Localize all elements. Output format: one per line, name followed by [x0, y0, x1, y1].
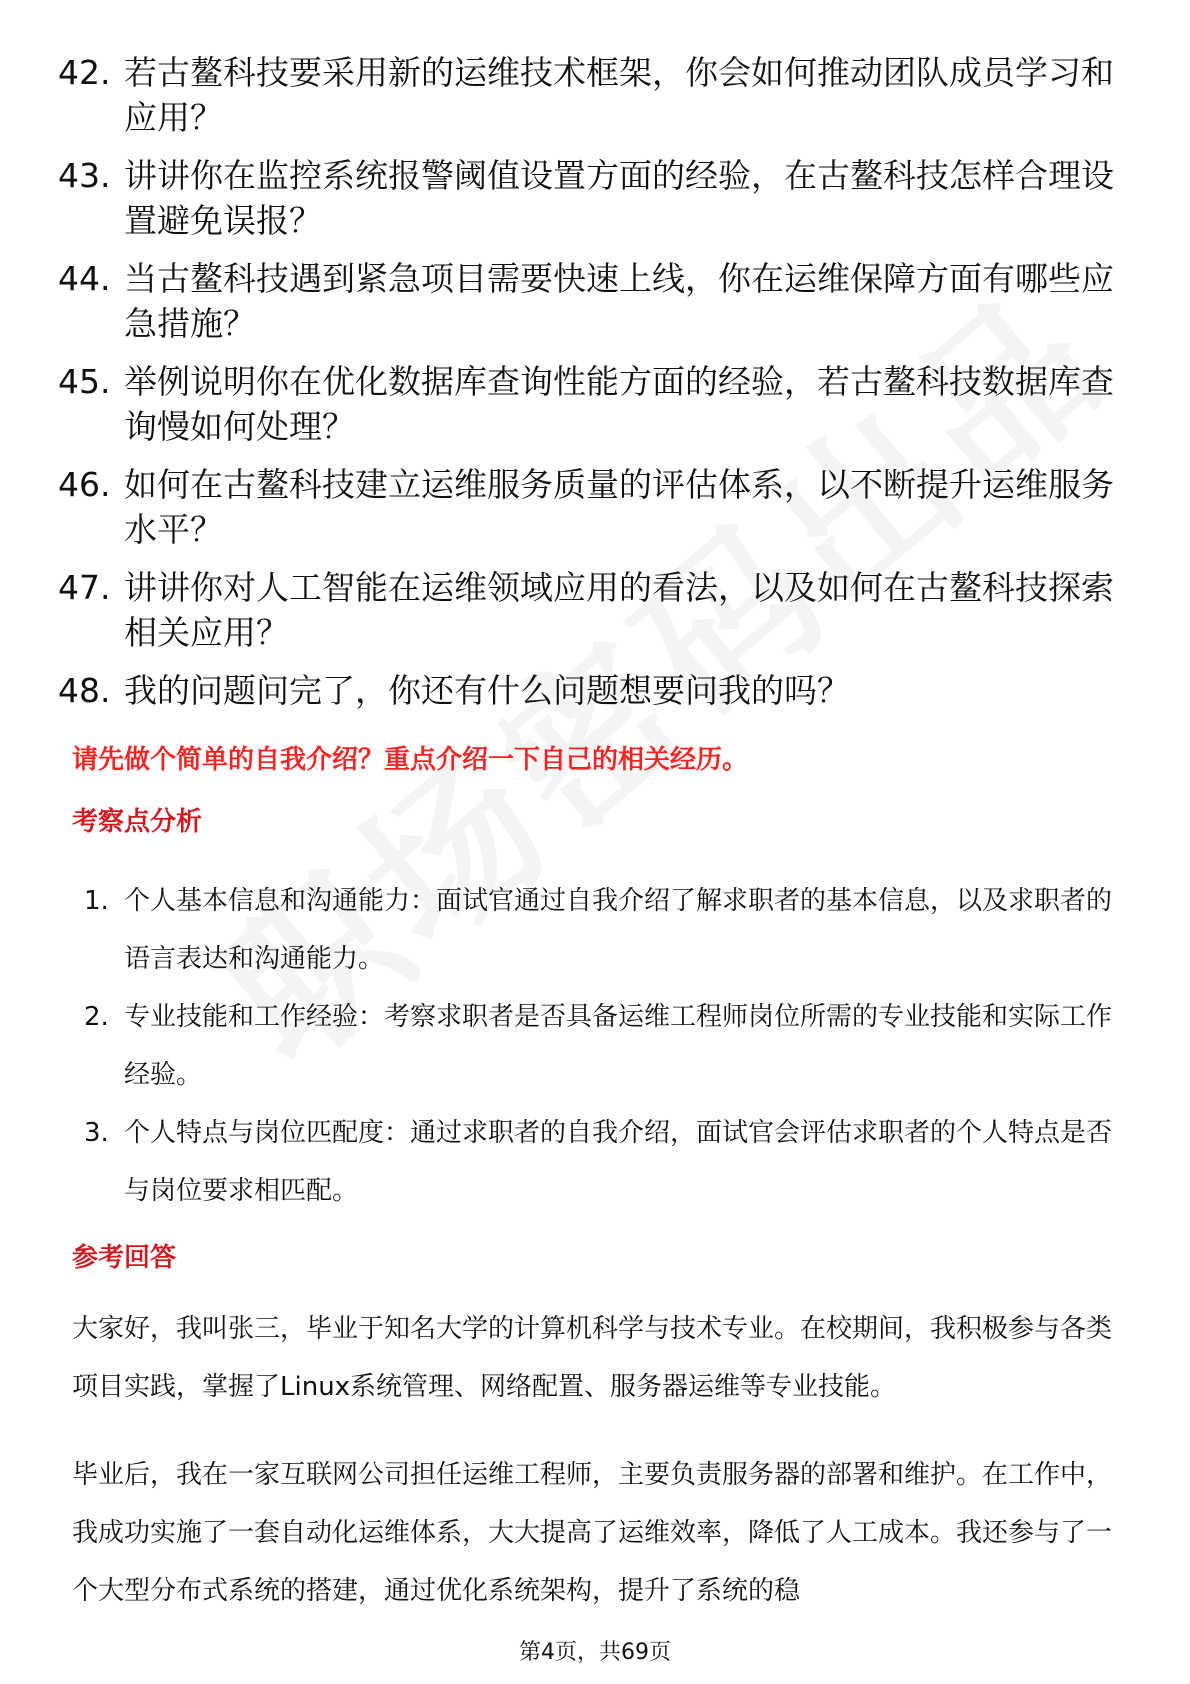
question-number: 46.	[58, 465, 111, 504]
question-item	[58, 359, 1138, 449]
question-number: 47.	[58, 568, 111, 607]
section-title: 请先做个简单的自我介绍？重点介绍一下自己的相关经历。	[72, 745, 749, 775]
question-list	[58, 50, 1138, 726]
page-footer: 第4页，共69页	[519, 1640, 671, 1665]
question-item	[58, 153, 1138, 243]
question-item	[58, 565, 1138, 655]
question-item	[58, 668, 1138, 713]
question-item	[58, 50, 1138, 140]
analysis-text: 个人基本信息和沟通能力：面试官通过自我介绍了解求职者的基本信息，以及求职者的语言表达和沟通能力。	[124, 886, 1113, 974]
question-text: 举例说明你在优化数据库查询性能方面的经验，若古鳌科技数据库查询慢如何处理？	[124, 362, 1114, 446]
question-number: 43.	[58, 156, 111, 195]
analysis-list	[84, 872, 1124, 1220]
analysis-item	[84, 1104, 1124, 1220]
question-item	[58, 462, 1138, 552]
question-item	[58, 256, 1138, 346]
analysis-text: 个人特点与岗位匹配度：通过求职者的自我介绍，面试官会评估求职者的个人特点是否与岗位要求相匹配。	[124, 1118, 1113, 1206]
question-number: 48.	[58, 671, 111, 710]
analysis-number: 2.	[84, 1002, 109, 1032]
question-text: 当古鳌科技遇到紧急项目需要快速上线，你在运维保障方面有哪些应急措施？	[124, 259, 1114, 343]
analysis-number: 3.	[84, 1118, 109, 1148]
question-number: 45.	[58, 362, 111, 401]
analysis-text: 专业技能和工作经验：考察求职者是否具备运维工程师岗位所需的专业技能和实际工作经验。	[124, 1002, 1113, 1090]
analysis-number: 1.	[84, 886, 109, 916]
question-text: 如何在古鳌科技建立运维服务质量的评估体系，以不断提升运维服务水平？	[124, 465, 1114, 549]
reference-heading: 参考回答	[72, 1243, 177, 1273]
answer-paragraph: 毕业后，我在一家互联网公司担任运维工程师，主要负责服务器的部署和维护。在工作中，我成功实施了一套自动化运维体系，大大提高了运维效率，降低了人工成本。我还参与了一个大型分布式系统的搭建，通过优化系统架构，提升了系统的稳	[72, 1460, 1113, 1606]
analysis-item	[84, 988, 1124, 1104]
question-number: 44.	[58, 259, 111, 298]
question-text: 若古鳌科技要采用新的运维技术框架，你会如何推动团队成员学习和应用？	[124, 53, 1114, 137]
analysis-heading: 考察点分析	[72, 807, 203, 837]
analysis-item	[84, 872, 1124, 988]
question-text: 我的问题问完了，你还有什么问题想要问我的吗？	[124, 671, 850, 710]
question-number: 42.	[58, 53, 111, 92]
question-text: 讲讲你在监控系统报警阈值设置方面的经验，在古鳌科技怎样合理设置避免误报？	[124, 156, 1114, 240]
answer-paragraph: 大家好，我叫张三，毕业于知名大学的计算机科学与技术专业。在校期间，我积极参与各类项目实践，掌握了Linux系统管理、网络配置、服务器运维等专业技能。	[72, 1314, 1113, 1402]
question-text: 讲讲你对人工智能在运维领域应用的看法，以及如何在古鳌科技探索相关应用？	[124, 568, 1114, 652]
